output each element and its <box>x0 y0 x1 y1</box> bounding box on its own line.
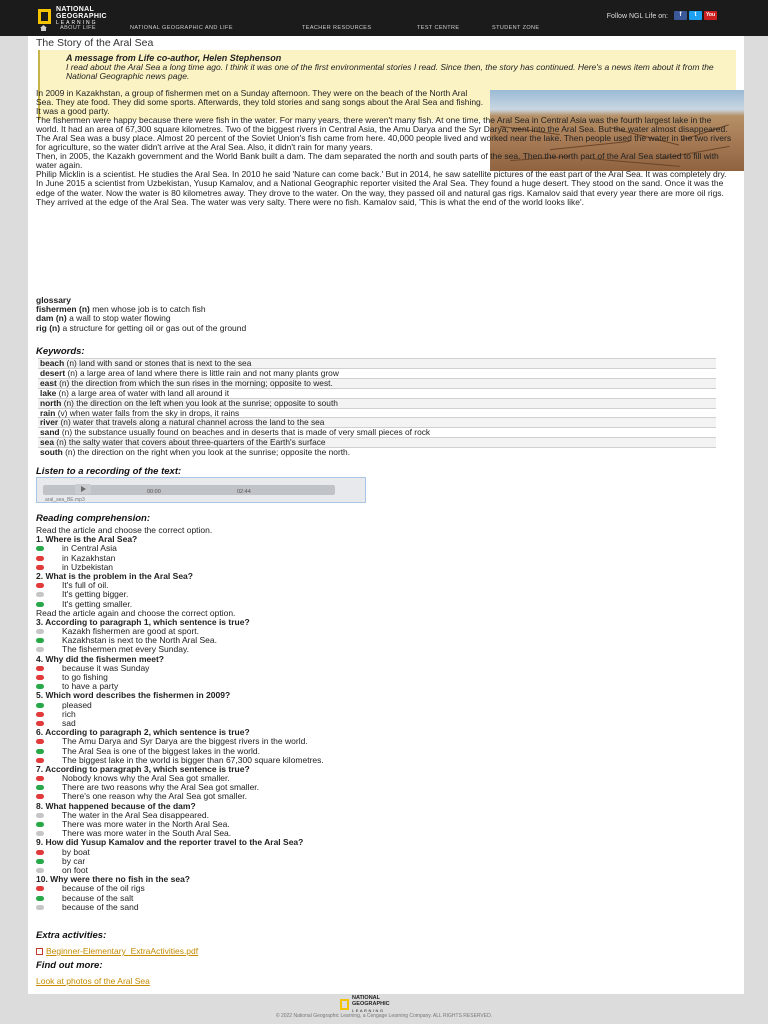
answer-option[interactable] <box>36 563 736 572</box>
keyword-row: river (n) water that travels along a natural channel across the land to the sea <box>38 417 716 427</box>
keyword-row: sand (n) the substance usually found on beaches and in deserts that is made of very small pieces of rock <box>38 427 716 437</box>
question-text: 5. Which word describes the fishermen in 2009? <box>36 690 231 701</box>
answer-text: Kazakh fishermen are good at sport. <box>62 626 200 637</box>
message-title: A message from Life co-author, Helen Stephenson <box>66 53 282 63</box>
answer-marker-icon[interactable] <box>36 712 44 717</box>
twitter-icon[interactable]: t <box>689 11 702 20</box>
answer-text: There was more water in the South Aral Sea. <box>62 828 232 839</box>
answer-option[interactable] <box>36 590 736 599</box>
answer-option[interactable] <box>36 756 736 765</box>
glossary-item: dam (n) a wall to stop water flowing <box>36 313 171 324</box>
question-text: 7. According to paragraph 3, which sentence is true? <box>36 763 250 774</box>
yellow-border-icon <box>38 9 51 24</box>
pdf-icon <box>36 948 43 955</box>
keyword-row: north (n) the direction on the left when you look at the sunrise; opposite to south <box>38 398 716 408</box>
answer-option[interactable] <box>36 884 736 893</box>
answer-option[interactable] <box>36 664 736 673</box>
yellow-border-icon <box>340 999 349 1010</box>
nav-student-zone[interactable]: STUDENT ZONE <box>492 25 540 31</box>
article-text <box>36 89 736 207</box>
answer-marker-icon[interactable] <box>36 546 44 551</box>
answer-marker-icon[interactable] <box>36 565 44 570</box>
answer-option[interactable] <box>36 600 736 609</box>
keyword-row: lake (n) a large area of water with land all around it <box>38 388 716 398</box>
answer-option[interactable] <box>36 719 736 728</box>
home-icon[interactable] <box>40 25 47 33</box>
follow-text: Follow NGL Life on: <box>606 13 668 20</box>
question-text: 3. According to paragraph 1, which sentence is true? <box>36 616 250 627</box>
paragraph-4: Then, in 2005, the Kazakh government and the World Bank built a dam. The dam separated the north and south parts of the sea. Then the north part of the Aral Sea started to fill with water again. <box>36 151 719 171</box>
answer-text: There's one reason why the Aral Sea got smaller. <box>62 791 247 802</box>
quiz-instruction: Read the article and choose the correct option. <box>36 525 213 535</box>
answer-text: It's getting smaller. <box>62 598 133 609</box>
keyword-row: east (n) the direction from which the sun rises in the morning; opposite to west. <box>38 378 716 388</box>
answer-option[interactable] <box>36 682 736 691</box>
answer-option[interactable] <box>36 701 736 710</box>
listen-heading: Listen to a recording of the text: <box>36 466 182 477</box>
copyright: © 2022 National Geographic Learning, a Cengage Learning Company. ALL RIGHTS RESERVED. <box>275 1013 493 1019</box>
answer-marker-icon[interactable] <box>36 749 44 754</box>
answer-text: It's getting bigger. <box>62 589 129 600</box>
paragraph-6: In June 2015 a scientist from Uzbekistan, Yusup Kamalov, and a National Geographic reporter visited the Aral Sea. They found a huge desert. They stood on the sand. Once it was the edge of the water. Now the water is 80 kilometres away. They drove to the water. On the way, they passed oil and natural gas rigs. Kamalov said that every year there are more oil rigs. They arrived at the edge of the Aral Sea. The water was very salty. There were no fish. Kamalov said, 'This is what the end of the world looks like'. <box>36 178 724 207</box>
answer-text: in Kazakhstan <box>62 552 116 563</box>
answer-marker-icon[interactable] <box>36 794 44 799</box>
answer-marker-icon[interactable] <box>36 896 44 901</box>
footer-logo-line-1: NATIONAL <box>352 995 381 1001</box>
extra-activities-link-row <box>36 941 198 959</box>
question-text: 6. According to paragraph 2, which sentence is true? <box>36 727 250 738</box>
answer-option[interactable] <box>36 544 736 553</box>
main-content <box>28 36 744 994</box>
answer-text: The biggest lake in the world is bigger than 67,300 square kilometres. <box>62 754 324 765</box>
logo-line-3: LEARNING <box>56 19 98 26</box>
audio-player <box>36 477 366 503</box>
audio-current-time: 00:00 <box>147 489 161 495</box>
answer-marker-icon[interactable] <box>36 859 44 864</box>
answer-text: The Aral Sea is one of the biggest lakes in the world. <box>62 745 260 756</box>
youtube-icon[interactable]: You <box>705 12 716 18</box>
question-text: 4. Why did the fishermen meet? <box>36 653 164 664</box>
answer-text: on foot <box>62 864 88 875</box>
answer-marker-icon[interactable] <box>36 886 44 891</box>
paragraph-2: The fishermen were happy because there were fish in the water. For many years, there weren't many fish. At one time, the Aral Sea in Central Asia was the fourth largest lake in the world. It had an area of 67,300 square kilometres. Two of the biggest rivers in Central Asia, the Amu Darya and the Syr Darya, went into the Aral Sea. But the water almost disappeared. <box>36 115 728 135</box>
answer-text: sad <box>62 717 76 728</box>
keyword-row: sea (n) the salty water that covers about three-quarters of the Earth's surface <box>38 437 716 447</box>
answer-marker-icon[interactable] <box>36 739 44 744</box>
logo-line-2: GEOGRAPHIC <box>56 12 107 20</box>
audio-total-time: 02:44 <box>237 489 251 495</box>
glossary-heading: glossary <box>36 295 71 305</box>
answer-option[interactable] <box>36 581 736 590</box>
question-text: 1. Where is the Aral Sea? <box>36 534 138 545</box>
answer-marker-icon[interactable] <box>36 556 44 561</box>
answer-text: The fishermen met every Sunday. <box>62 644 189 655</box>
answer-marker-icon[interactable] <box>36 592 44 597</box>
glossary <box>36 296 246 333</box>
answer-text: in Central Asia <box>62 543 117 554</box>
page-title: The Story of the Aral Sea <box>36 37 154 49</box>
answer-text: Kazakhstan is next to the North Aral Sea. <box>62 635 217 646</box>
answer-text: There was more water in the North Aral Sea. <box>62 819 230 829</box>
paragraph-5: Philip Micklin is a scientist. He studies the Aral Sea. In 2010 he said 'Nature can come back.' But in 2014, he saw satellite pictures of the east part of the Aral Sea. It was completely dry. <box>36 169 727 180</box>
answer-marker-icon[interactable] <box>36 629 44 634</box>
paragraph-3: The Aral Sea was a busy place. Almost 20 percent of the Soviet Union's fish came from here. 40,000 people lived and worked near the lake. Then people used the water in the two rivers for agriculture, so the water didn't arrive at the Aral Sea. Also, it didn't rain for many years. <box>36 133 732 153</box>
answer-marker-icon[interactable] <box>36 822 44 827</box>
answer-text: because of the salt <box>62 892 134 903</box>
answer-marker-icon[interactable] <box>36 868 44 873</box>
answer-marker-icon[interactable] <box>36 684 44 689</box>
answer-text: because of the oil rigs <box>62 883 145 894</box>
answer-text: The water in the Aral Sea disappeared. <box>62 809 209 820</box>
extra-activities-link[interactable]: Beginner-Elementary_ExtraActivities.pdf <box>46 946 199 956</box>
keywords-table <box>38 358 716 457</box>
answer-marker-icon[interactable] <box>36 850 44 855</box>
answer-text: There are two reasons why the Aral Sea got smaller. <box>62 782 260 793</box>
answer-option[interactable] <box>36 903 736 912</box>
keyword-row: rain (v) when water falls from the sky in drops, it rains <box>38 408 716 418</box>
answer-text: in Uzbekistan <box>62 561 114 572</box>
glossary-item: fishermen (n) men whose job is to catch fish <box>36 304 206 315</box>
nav-teacher-resources[interactable]: TEACHER RESOURCES <box>302 25 372 31</box>
answer-text: pleased <box>62 699 92 710</box>
answer-text: by boat <box>62 846 90 857</box>
answer-option[interactable] <box>36 857 736 866</box>
footer-logo[interactable] <box>340 996 390 1013</box>
answer-text: because it was Sunday <box>62 662 150 673</box>
answer-text: because of the sand <box>62 901 139 912</box>
keywords-heading: Keywords: <box>36 346 85 357</box>
answer-marker-icon[interactable] <box>36 758 44 763</box>
answer-marker-icon[interactable] <box>36 721 44 726</box>
nav-national-geographic-and-life[interactable]: NATIONAL GEOGRAPHIC AND LIFE <box>130 25 233 31</box>
answer-marker-icon[interactable] <box>36 638 44 643</box>
quiz-instruction: Read the article again and choose the correct option. <box>36 607 236 618</box>
answer-text: It's full of oil. <box>62 580 109 591</box>
answer-option[interactable] <box>36 554 736 563</box>
logo-line-1: NATIONAL <box>56 5 95 13</box>
answer-text: The Amu Darya and Syr Darya are the biggest rivers in the world. <box>62 736 308 747</box>
answer-marker-icon[interactable] <box>36 831 44 836</box>
answer-marker-icon[interactable] <box>36 905 44 910</box>
quiz <box>36 526 736 912</box>
keyword-row: desert (n) a large area of land where there is little rain and not many plants grow <box>38 368 716 378</box>
nav-about-life[interactable]: ABOUT LIFE <box>60 25 96 31</box>
answer-option[interactable] <box>36 710 736 719</box>
top-bar <box>0 0 768 36</box>
question-text: 9. How did Yusup Kamalov and the reporter travel to the Aral Sea? <box>36 837 304 848</box>
footer-logo-line-2: GEOGRAPHIC <box>352 1000 390 1007</box>
answer-option[interactable] <box>36 894 736 903</box>
answer-marker-icon[interactable] <box>36 666 44 671</box>
extra-activities-heading: Extra activities: <box>36 930 107 941</box>
nav-test-centre[interactable]: TEST CENTRE <box>417 25 460 31</box>
answer-text: Nobody knows why the Aral Sea got smaller. <box>62 773 230 784</box>
answer-text: rich <box>62 708 76 719</box>
reading-comprehension-heading: Reading comprehension: <box>36 513 151 524</box>
question-text: 8. What happened because of the dam? <box>36 800 196 811</box>
answer-option[interactable] <box>36 848 736 857</box>
paragraph-1: In 2009 in Kazakhstan, a group of fishermen met on a Sunday afternoon. They were on the beach of the North Aral Sea. They ate food. They did some sports. Afterwards, they told stories and sang songs about the Aral Sea and fishing. It was a good party. <box>36 88 484 117</box>
answer-marker-icon[interactable] <box>36 602 44 607</box>
national-geographic-logo[interactable] <box>38 6 107 26</box>
answer-marker-icon[interactable] <box>36 647 44 652</box>
photos-link[interactable]: Look at photos of the Aral Sea <box>36 976 150 986</box>
footer <box>0 994 768 1024</box>
glossary-item: rig (n) a structure for getting oil or gas out of the ground <box>36 322 247 333</box>
answer-text: to go fishing <box>62 672 108 682</box>
answer-option[interactable] <box>36 645 736 654</box>
audio-file-name[interactable]: aral_sea_BE.mp3 <box>45 497 85 503</box>
keyword-row: south (n) the direction on the right when you look at the sunrise; opposite the north. <box>38 447 716 457</box>
answer-marker-icon[interactable] <box>36 583 44 588</box>
answer-text: by car <box>62 855 86 866</box>
answer-marker-icon[interactable] <box>36 785 44 790</box>
answer-option[interactable] <box>36 829 736 838</box>
answer-option[interactable] <box>36 866 736 875</box>
answer-marker-icon[interactable] <box>36 703 44 708</box>
answer-text: to have a party <box>62 681 119 692</box>
main-nav <box>0 24 768 33</box>
facebook-icon[interactable]: f <box>674 11 687 20</box>
keyword-row: beach (n) land with sand or stones that is next to the sea <box>38 358 716 368</box>
answer-marker-icon[interactable] <box>36 813 44 818</box>
find-out-more-link-row <box>36 971 150 989</box>
answer-option[interactable] <box>36 673 736 682</box>
footer-logo-line-3: LEARNING <box>352 1007 385 1013</box>
question-text: 10. Why were there no fish in the sea? <box>36 874 190 885</box>
message-body: I read about the Aral Sea a long time ago. I think it was one of the first environmental stories I read. Since then, the story has continued. Here's a news item about it from the National Geographic news page. <box>66 62 714 82</box>
answer-option[interactable] <box>36 792 736 801</box>
question-text: 2. What is the problem in the Aral Sea? <box>36 570 193 581</box>
find-out-more-heading: Find out more: <box>36 960 103 971</box>
answer-marker-icon[interactable] <box>36 675 44 680</box>
answer-marker-icon[interactable] <box>36 776 44 781</box>
play-icon[interactable] <box>75 484 91 494</box>
